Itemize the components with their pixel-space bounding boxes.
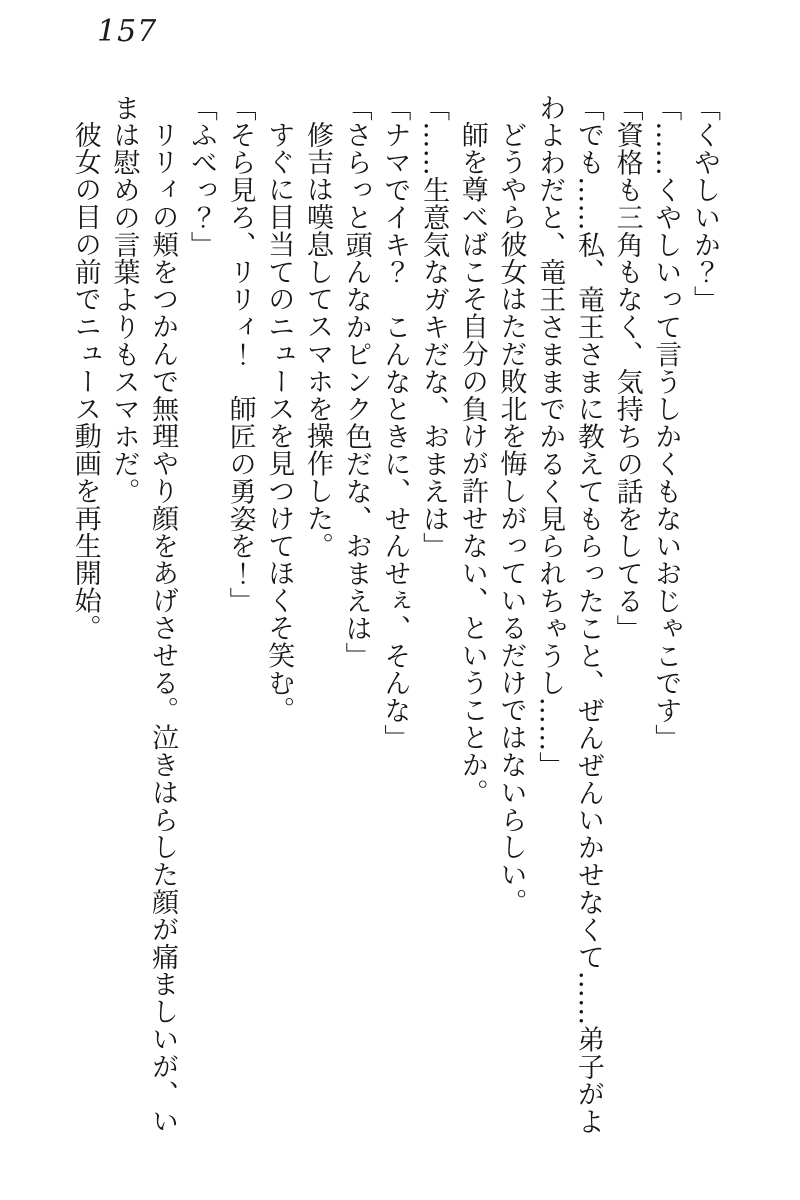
text-column: どうやら彼女はただ敗北を悔しがっているだけではないらしい。 [495, 121, 527, 916]
text-column: 「……生意気なガキだな、おまえは」 [418, 94, 450, 560]
text-column: 「くやしいか？」 [689, 94, 720, 314]
text-column: 「そら見ろ、リリィ！ 師匠の勇姿を！」 [224, 94, 256, 615]
text-column: わよわだと、竜王さままでかるく見られちゃうし……」 [534, 94, 566, 779]
text-column: まは慰めの言葉よりもスマホだ。 [108, 94, 140, 505]
text-column: 「……くやしいって言うしかくもないおじゃこです」 [650, 94, 682, 752]
text-column: 「ふべっ？」 [185, 94, 217, 259]
vertical-text-block [65, 94, 723, 1140]
text-column: 修吉は嘆息してスマホを操作した。 [301, 121, 333, 560]
text-column: リリィの頬をつかんで無理やり顔をあげさせる。泣きはらした顔が痛ましいが、い [147, 121, 179, 1136]
text-column: 「ナマでイキ？ こんなときに、せんせぇ、そんな」 [379, 94, 411, 752]
text-column: すぐに目当てのニュースを見つけてほくそ笑む。 [263, 121, 295, 725]
text-column: 「さらっと頭んなかピンク色だな、おまえは」 [340, 94, 372, 670]
page-number: 157 [97, 14, 158, 49]
text-column: 彼女の目の前でニュース動画を再生開始。 [69, 121, 101, 642]
text-column: 「でも……私、竜王さまに教えてもらったこと、ぜんぜんいかせなくて……弟子がよ [572, 94, 604, 1136]
text-column: 「資格も三角もなく、気持ちの話をしてる」 [611, 94, 643, 642]
text-column: 師を尊べばこそ自分の負けが許せない、ということか。 [456, 121, 488, 807]
